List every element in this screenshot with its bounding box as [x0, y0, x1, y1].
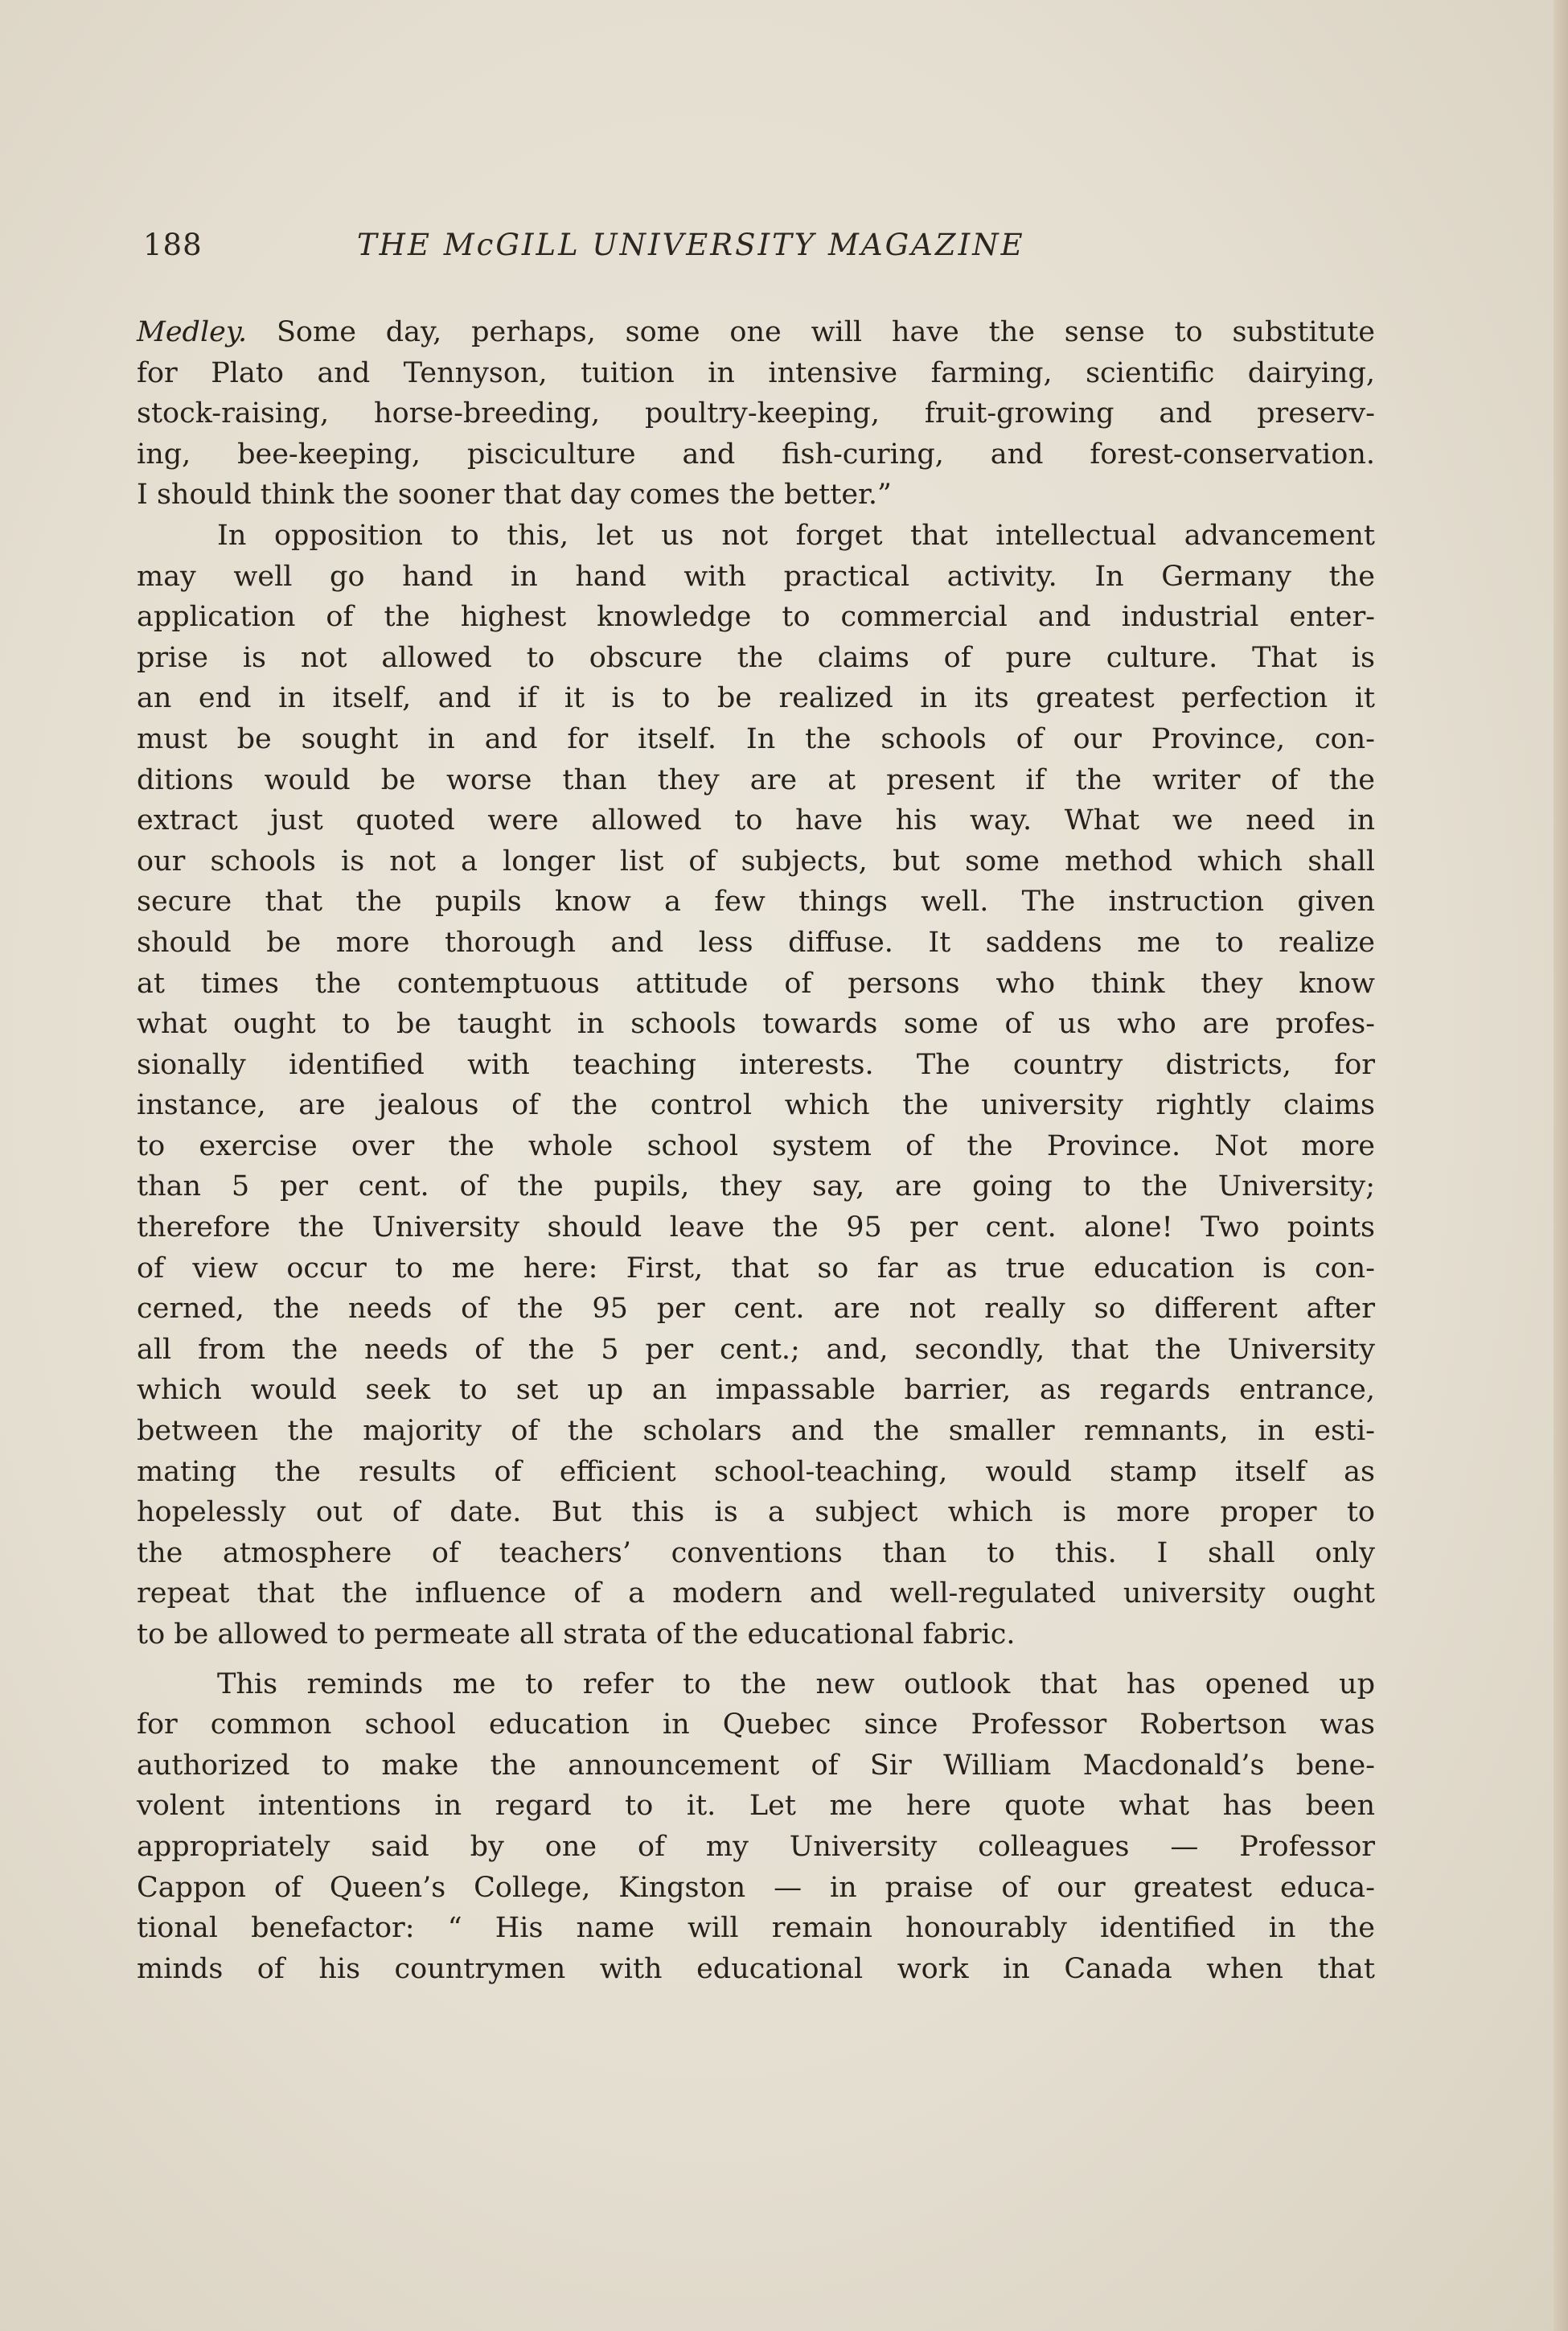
text-line: should be more thorough and less diffuse. It saddens me to realize [137, 926, 1375, 959]
paragraph-3 [137, 1664, 1375, 1990]
text-line: all from the needs of the 5 per cent.; and, secondly, that the University [137, 1333, 1375, 1366]
text-line: appropriately said by one of my University colleagues — Professor [137, 1830, 1375, 1863]
text-line: sionally identified with teaching interests. The country districts, for [137, 1048, 1375, 1081]
text-line: prise is not allowed to obscure the claims of pure culture. That is [137, 641, 1375, 674]
text-line: to be allowed to permeate all strata of the educational fabric. [137, 1618, 1016, 1651]
text-line: ditions would be worse than they are at present if the writer of the [137, 763, 1375, 796]
text-line: This reminds me to refer to the new outlook that has opened up [217, 1667, 1375, 1700]
text-line: to exercise over the whole school system of the Province. Not more [137, 1129, 1375, 1162]
text-line: the atmosphere of teachers’ conventions than to this. I shall only [137, 1536, 1375, 1569]
text-line: must be sought in and for itself. In the schools of our Province, con- [137, 722, 1375, 755]
text-line: volent intentions in regard to it. Let me here quote what has been [137, 1790, 1375, 1823]
text-line: application of the highest knowledge to commercial and industrial enter- [137, 601, 1375, 634]
text-line: an end in itself, and if it is to be realized in its greatest perfection it [137, 682, 1375, 715]
text-line: between the majority of the scholars and the smaller remnants, in esti- [137, 1415, 1375, 1448]
text-line: mating the results of efficient school-teaching, would stamp itself as [137, 1455, 1375, 1488]
text-line: for Plato and Tennyson, tuition in intensive farming, scientific dairying, [137, 356, 1375, 389]
text-line: Cappon of Queen’s College, Kingston — in praise of our greatest educa- [137, 1871, 1375, 1904]
text-line: cerned, the needs of the 95 per cent. are not really so different after [137, 1293, 1375, 1326]
italic-lead: Medley. [137, 316, 248, 348]
text-line: extract just quoted were allowed to have his way. What we need in [137, 804, 1375, 837]
text-line: hopelessly out of date. But this is a subject which is more proper to [137, 1496, 1375, 1529]
text-line: tional benefactor: “ His name will remain honourably identified in the [137, 1912, 1375, 1945]
text-line: authorized to make the announcement of Sir William Macdonald’s bene- [137, 1749, 1375, 1782]
text-line: minds of his countrymen with educational work in Canada when that [137, 1952, 1375, 1985]
text-line: our schools is not a longer list of subjects, but some method which shall [137, 845, 1375, 878]
text-line: ing, bee-keeping, pisciculture and fish-curing, and forest-conservation. [137, 438, 1375, 471]
article-body [137, 312, 1375, 1989]
text-line: instance, are jealous of the control which the university rightly claims [137, 1089, 1375, 1122]
text-line: therefore the University should leave the 95 per cent. alone! Two points [137, 1211, 1375, 1244]
running-title: THE McGILL UNIVERSITY MAGAZINE [357, 228, 1025, 262]
paragraph-1 [137, 312, 1375, 516]
page-number: 188 [143, 228, 203, 262]
text-line: repeat that the influence of a modern and well-regulated university ought [137, 1577, 1375, 1610]
text-line: what ought to be taught in schools towards some of us who are profes- [137, 1008, 1375, 1041]
text-line: which would seek to set up an impassable barrier, as regards entrance, [137, 1374, 1375, 1407]
paragraph-gap [137, 1655, 1375, 1664]
text-line: In opposition to this, let us not forget that intellectual advancement [217, 519, 1375, 552]
text-line: secure that the pupils know a few things well. The instruction given [137, 886, 1375, 919]
page-edge [1554, 0, 1568, 2331]
text-line: for common school education in Quebec since Professor Robertson was [137, 1708, 1375, 1741]
text-line: at times the contemptuous attitude of persons who think they know [137, 967, 1375, 1000]
text-line: stock-raising, horse-breeding, poultry-keeping, fruit-growing and preserv- [137, 397, 1375, 430]
text-line: I should think the sooner that day comes the better.” [137, 479, 892, 512]
text-line: of view occur to me here: First, that so far as true education is con- [137, 1252, 1375, 1285]
text-line: Medley. Some day, perhaps, some one will have the sense to substitute [137, 316, 1375, 348]
running-header [143, 228, 1381, 276]
paragraph-2 [137, 516, 1375, 1655]
text-line: may well go hand in hand with practical activity. In Germany the [137, 560, 1375, 593]
text-line: than 5 per cent. of the pupils, they say, are going to the University; [137, 1170, 1375, 1203]
